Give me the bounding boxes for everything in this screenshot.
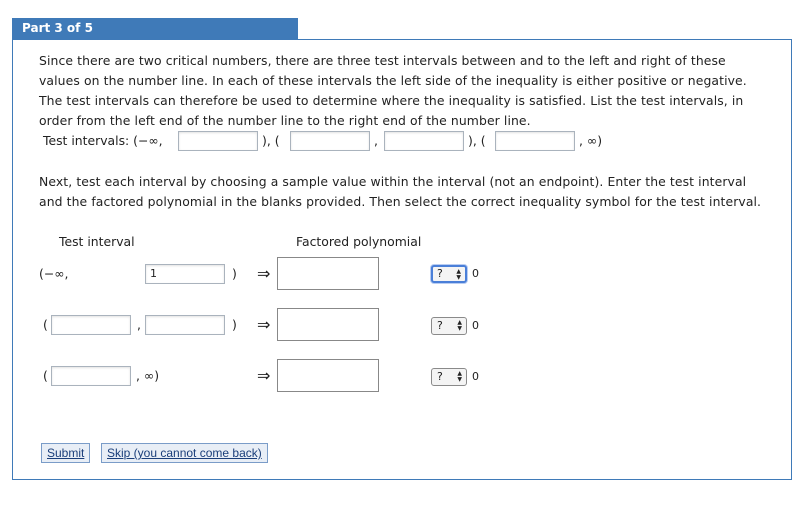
row-1-polynomial-input[interactable] [277, 257, 379, 290]
row-2-start-input[interactable] [51, 315, 131, 335]
intro-paragraph: Since there are two critical numbers, there are three test intervals between and to the left and right of these values on the number line. In each of these intervals the left side of the inequality is either positive or negative. The test intervals can therefore be used to determine where the inequality is satisfied. List the test intervals, in order from the left end of the number line to the right end of the number line. [39, 53, 747, 128]
interval-2-end-input[interactable] [384, 131, 464, 151]
row-2-end-input[interactable] [145, 315, 225, 335]
interval-3-start-input[interactable] [495, 131, 575, 151]
row-1-implies-arrow: ⇒ [257, 264, 271, 283]
row-3-inequality-select[interactable] [431, 368, 467, 386]
select-arrows-icon: ▲ ▼ [457, 319, 462, 332]
row-2-zero: 0 [472, 319, 479, 332]
test-intervals-label: Test intervals: (−∞, [43, 133, 163, 148]
row-2-implies-arrow: ⇒ [257, 315, 271, 334]
part-header: Part 3 of 5 [12, 18, 298, 39]
test-interval-header: Test interval [59, 234, 135, 249]
interval-sep-2: ), ( [468, 133, 486, 148]
select-arrows-icon: ▲ ▼ [456, 268, 461, 281]
interval-end-text: , ∞) [579, 133, 603, 148]
row-3-zero: 0 [472, 370, 479, 383]
row-2-close: ) [232, 317, 237, 332]
submit-button[interactable]: Submit [41, 443, 90, 463]
interval-comma-1: , [374, 133, 378, 148]
row-1-sample-input[interactable]: 1 [145, 264, 225, 284]
select-arrows-icon: ▲ ▼ [457, 370, 462, 383]
interval-1-end-input[interactable] [178, 131, 258, 151]
interval-2-start-input[interactable] [290, 131, 370, 151]
skip-button[interactable]: Skip (you cannot come back) [101, 443, 268, 463]
row-3-polynomial-input[interactable] [277, 359, 379, 392]
row-3-end-text: , ∞) [136, 368, 160, 383]
row-2-inequality-select[interactable] [431, 317, 467, 335]
row-3-start-input[interactable] [51, 366, 131, 386]
factored-polynomial-header: Factored polynomial [296, 234, 422, 249]
row-2-comma: , [137, 317, 141, 332]
next-paragraph: Next, test each interval by choosing a sample value within the interval (not an endpoint). Enter the test interval and the factored polynomial in the blanks provided. Then select the correct inequality symbol for the test interval. [39, 174, 762, 209]
row-2-open: ( [43, 317, 48, 332]
row-2-polynomial-input[interactable] [277, 308, 379, 341]
row-1-inequality-select[interactable] [431, 265, 467, 283]
row-3-select-value: ? [437, 370, 443, 383]
interval-sep-1: ), ( [262, 133, 280, 148]
row-2-select-value: ? [437, 319, 443, 332]
row-1-close: ) [232, 266, 237, 281]
row-1-select-value: ? [437, 267, 443, 280]
row-3-open: ( [43, 368, 48, 383]
row-1-open: (−∞, [39, 266, 69, 281]
row-3-implies-arrow: ⇒ [257, 366, 271, 385]
row-1-zero: 0 [472, 267, 479, 280]
